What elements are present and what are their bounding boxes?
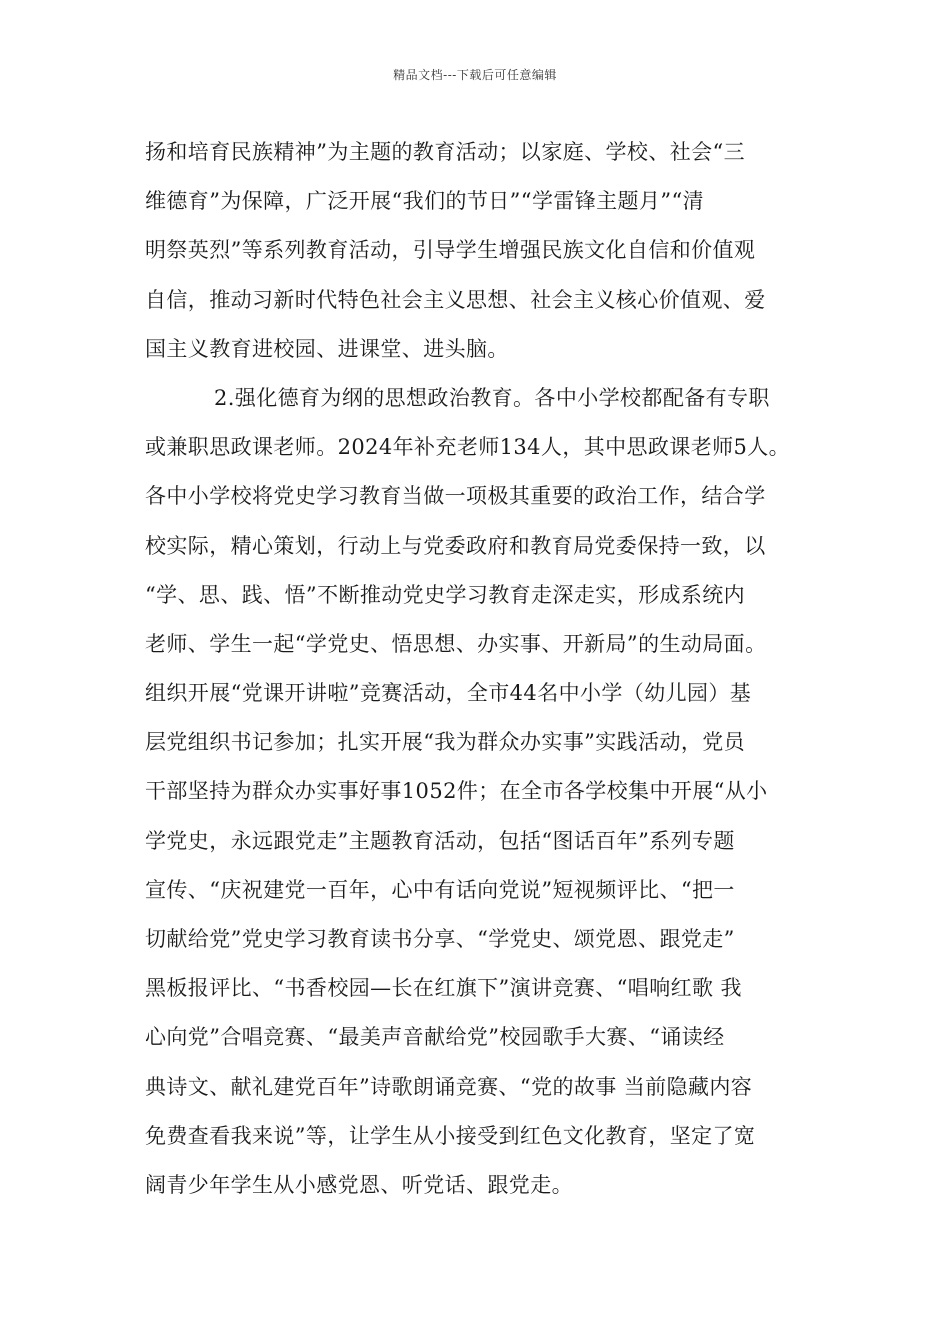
text-line: 维德育”为保障，广泛开展“我们的节日”“学雷锋主题月”“清 (145, 189, 705, 214)
text-line: 国主义教育进校园、进课堂、进头脑。 (145, 336, 509, 361)
text-line: 干部坚持为群众办实事好事1052件；在全市各学校集中开展“从小 (145, 779, 768, 804)
paragraph-2 (145, 374, 823, 1210)
text-line: 宣传、“庆祝建党一百年，心中有话向党说”短视频评比、“把一 (145, 877, 735, 902)
page-header: 精品文档---下载后可任意编辑 (393, 68, 557, 82)
text-line: “学、思、践、悟”不断推动党史学习教育走深走实，形成系统内 (145, 582, 746, 607)
text-line: 黑板报评比、“书香校园—长在红旗下”演讲竞赛、“唱响红歌 我 (145, 976, 742, 1001)
text-line: 或兼职思政课老师。2024年补充老师134人，其中思政课老师5人。 (145, 435, 791, 460)
text-line: 阔青少年学生从小感党恩、听党话、跟党走。 (145, 1172, 573, 1197)
text-line: 心向党”合唱竞赛、“最美声音献给党”校园歌手大赛、“诵读经 (145, 1025, 725, 1050)
text-line: 层党组织书记参加；扎实开展“我为群众办实事”实践活动，党员 (145, 730, 746, 755)
text-line: 学党史，永远跟党走”主题教育活动，包括“图话百年”系列专题 (145, 828, 735, 853)
text-line: 老师、学生一起“学党史、悟思想、办实事、开新局”的生动局面。 (145, 631, 767, 656)
document-body (145, 128, 823, 1210)
text-line: 扬和培育民族精神”为主题的教育活动；以家庭、学校、社会“三 (145, 140, 746, 164)
paragraph-1 (145, 128, 823, 374)
text-line: 典诗文、献礼建党百年”诗歌朗诵竞赛、“党的故事 当前隐藏内容 (145, 1074, 753, 1099)
text-line: 组织开展“党课开讲啦”竞赛活动，全市44名中小学（幼儿园）基 (145, 681, 752, 706)
text-line: 各中小学校将党史学习教育当做一项极其重要的政治工作，结合学 (145, 484, 766, 509)
text-line: 校实际，精心策划，行动上与党委政府和教育局党委保持一致，以 (145, 533, 766, 558)
text-line: 2.强化德育为纲的思想政治教育。各中小学校都配备有专职 (214, 385, 770, 410)
text-line: 明祭英烈”等系列教育活动，引导学生增强民族文化自信和价值观 (145, 238, 756, 263)
text-line: 自信，推动习新时代特色社会主义思想、社会主义核心价值观、爱 (145, 287, 766, 312)
text-line: 免费查看我来说”等，让学生从小接受到红色文化教育，坚定了宽 (145, 1123, 756, 1148)
text-line: 切献给党”党史学习教育读书分享、“学党史、颂党恩、跟党走” (145, 927, 735, 951)
